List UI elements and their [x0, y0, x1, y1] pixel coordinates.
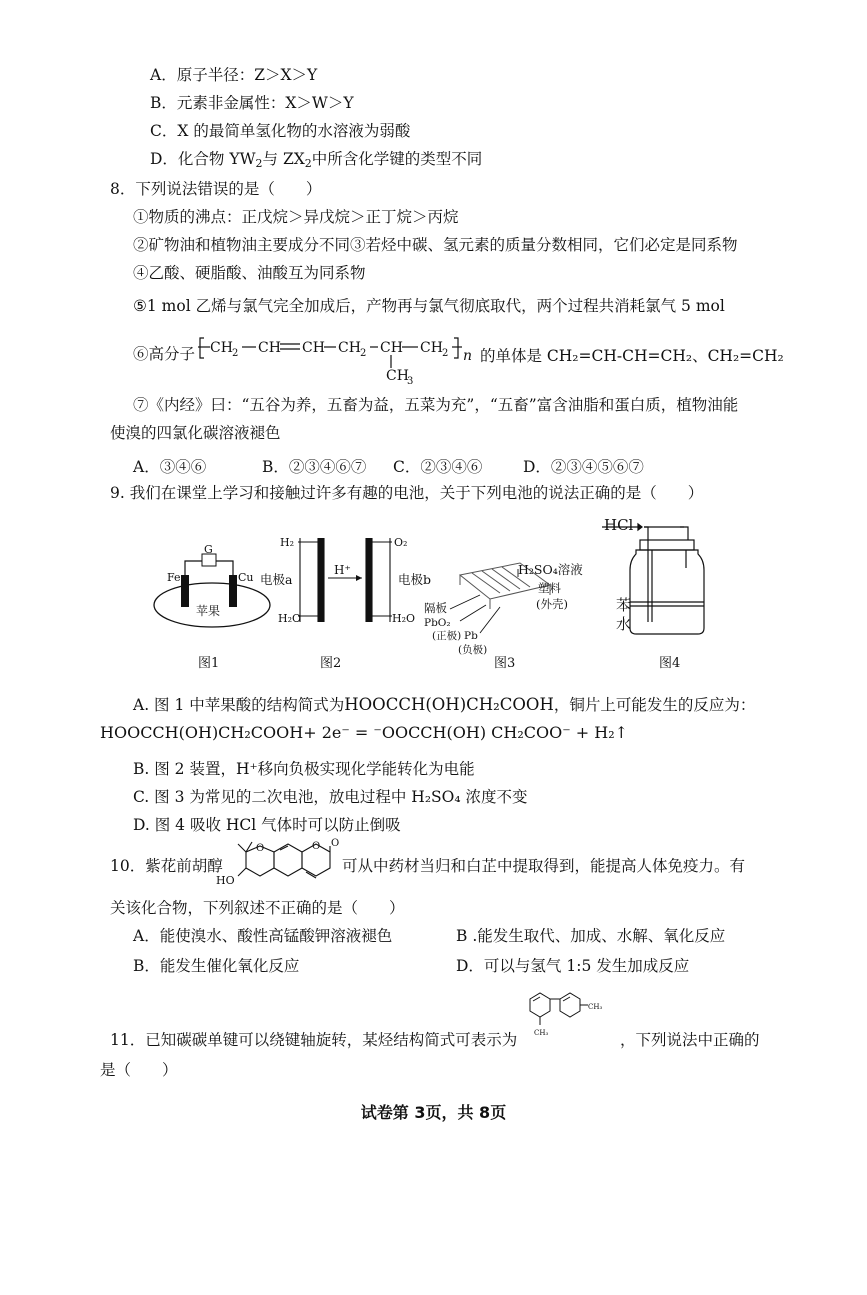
figure-1-apple-battery — [150, 545, 275, 630]
q9-option-a-line1: A. 图 1 中苹果酸的结构简式为HOOCCH(OH)CH₂COOH，铜片上可能发生的反应为： — [133, 695, 756, 714]
separator-label: 隔板 — [424, 601, 447, 615]
svg-text:CH: CH — [380, 340, 403, 356]
q11-stem-prefix: 11．已知碳碳单键可以绕键轴旋转，某烃结构简式可表示为 — [110, 1031, 518, 1049]
negative-electrode-label: (负极) — [458, 644, 488, 656]
svg-text:CH: CH — [258, 340, 281, 356]
carbonyl-oxygen: O — [331, 838, 340, 849]
ring-oxygen-1: O — [256, 843, 265, 854]
pbo2-label: PbO₂ — [424, 617, 451, 629]
hydroxyl-label: HO — [216, 874, 235, 887]
q9-option-b: B. 图 2 装置，H⁺移向负极实现化学能转化为电能 — [133, 760, 475, 778]
electrode-b-label: 电极b — [398, 572, 432, 587]
q10-option-d: D．可以与氢气 1:5 发生加成反应 — [456, 957, 690, 975]
q7-option-d: D．化合物 $YW_2$与 $ZX_2$中所含化学键的类型不同 — [150, 150, 483, 170]
q8-statement-4: ④乙酸、硬脂酸、油酸互为同系物 — [133, 264, 366, 282]
pb-label: Pb — [464, 630, 478, 642]
proton-label: H⁺ — [334, 563, 351, 577]
q9-option-c: C. 图 3 为常见的二次电池，放电过程中 H₂SO₄ 浓度不变 — [133, 788, 528, 806]
hcl-label: HCl — [604, 516, 634, 534]
svg-text:CH: CH — [338, 340, 361, 356]
q8-option-a: A．③④⑥ — [133, 458, 207, 476]
q8-statement-7-line1: ⑦《内经》曰：“五谷为养，五畜为益，五菜为充”，“五畜”富含油脂和蛋白质，植物油能 — [133, 396, 739, 414]
figure-4-caption: 图4 — [659, 656, 681, 671]
coumarin-structure — [210, 838, 342, 894]
water-label: 水 — [616, 615, 632, 633]
h2o-right-label: H₂O — [392, 612, 416, 625]
q9-option-a-equation: HOOCCH(OH)CH₂COOH+ 2e⁻ = ⁻OOCCH(OH) CH₂COO⁻ + H₂↑ — [100, 723, 629, 742]
electrode-a-label: 电极a — [260, 572, 293, 587]
svg-text:3: 3 — [407, 376, 414, 387]
svg-text:2: 2 — [360, 348, 367, 359]
plastic-label: 塑料 — [538, 581, 561, 595]
q10-option-a: A．能使溴水、酸性高锰酸钾溶液褪色 — [133, 927, 393, 945]
positive-electrode-label: (正极) — [432, 630, 462, 642]
q8-option-b: B．②③④⑥⑦ — [262, 458, 367, 476]
fe-electrode-label: Fe — [167, 571, 181, 584]
q10-stem-line2: 关该化合物，下列叙述不正确的是（ ） — [110, 899, 405, 917]
dimethylbiphenyl-structure — [520, 985, 620, 1045]
h2-in-label: H₂ — [280, 536, 295, 549]
methyl-label-1: CH₃ — [588, 1003, 603, 1011]
q11-stem-line2: 是（ ） — [100, 1061, 178, 1079]
q7-option-c: C．X 的最简单氢化物的水溶液为弱酸 — [150, 122, 411, 140]
svg-text:CH: CH — [386, 368, 409, 384]
q8-option-d: D．②③④⑤⑥⑦ — [523, 458, 644, 476]
q10-option-b: B .能发生取代、加成、水解、氧化反应 — [456, 927, 726, 945]
q8-stem: 8．下列说法错误的是（ ） — [110, 180, 322, 198]
svg-text:CH: CH — [210, 340, 233, 356]
polymer-structure — [198, 326, 480, 388]
svg-text:n: n — [463, 348, 473, 364]
galvanometer-label: G — [204, 545, 213, 556]
ring-oxygen-2: O — [312, 841, 321, 852]
svg-text:CH: CH — [420, 340, 443, 356]
plastic-shell-label: (外壳) — [536, 597, 568, 611]
q10-stem-prefix: 10．紫花前胡醇 — [110, 857, 223, 875]
q10-stem-suffix: 可从中药材当归和白芷中提取得到，能提高人体免疫力。有 — [342, 857, 746, 875]
methyl-label-2: CH₃ — [534, 1029, 549, 1037]
q8-statement-2-3: ②矿物油和植物油主要成分不同③若烃中碳、氢元素的质量分数相同，它们必定是同系物 — [133, 236, 738, 254]
svg-text:2: 2 — [232, 348, 239, 359]
cu-electrode-label: Cu — [238, 571, 254, 584]
figure-3-caption: 图3 — [494, 656, 516, 671]
q8-statement-6-prefix: ⑥高分子 — [133, 345, 196, 363]
svg-text:2: 2 — [442, 348, 449, 359]
apple-label: 苹果 — [196, 604, 221, 618]
q9-option-d: D. 图 4 吸收 HCl 气体时可以防止倒吸 — [133, 816, 401, 834]
figure-2-caption: 图2 — [320, 656, 342, 671]
q11-stem-suffix: ，下列说法中正确的 — [620, 1031, 760, 1049]
q8-statement-5: ⑤1 mol 乙烯与氯气完全加成后，产物再与氯气彻底取代，两个过程共消耗氯气 5 mol — [133, 297, 725, 315]
o2-in-label: O₂ — [394, 536, 408, 549]
h2so4-solution-label: H₂SO₄溶液 — [518, 562, 583, 577]
page-footer: 试卷第 3页，共 8页 — [360, 1103, 507, 1122]
figure-1-caption: 图1 — [198, 656, 220, 671]
h2o-left-label: H₂O — [278, 612, 302, 625]
q8-statement-1: ①物质的沸点：正戊烷＞异戊烷＞正丁烷＞丙烷 — [133, 208, 459, 226]
q9-stem: 9. 我们在课堂上学习和接触过许多有趣的电池，关于下列电池的说法正确的是（ ） — [110, 484, 704, 502]
benzene-label: 苯 — [616, 596, 632, 614]
q7-option-b: B．元素非金属性：X＞W＞Y — [150, 94, 354, 112]
q8-option-c: C．②③④⑥ — [393, 458, 483, 476]
q10-option-c: B．能发生催化氧化反应 — [133, 957, 300, 975]
q8-statement-6-monomers: 的单体是 CH₂=CH-CH=CH₂、CH₂=CH₂ — [480, 347, 784, 365]
svg-text:CH: CH — [302, 340, 325, 356]
q8-statement-7-line2: 使溴的四氯化碳溶液褪色 — [110, 424, 281, 442]
q7-option-a: A．原子半径：Z＞X＞Y — [150, 66, 318, 84]
